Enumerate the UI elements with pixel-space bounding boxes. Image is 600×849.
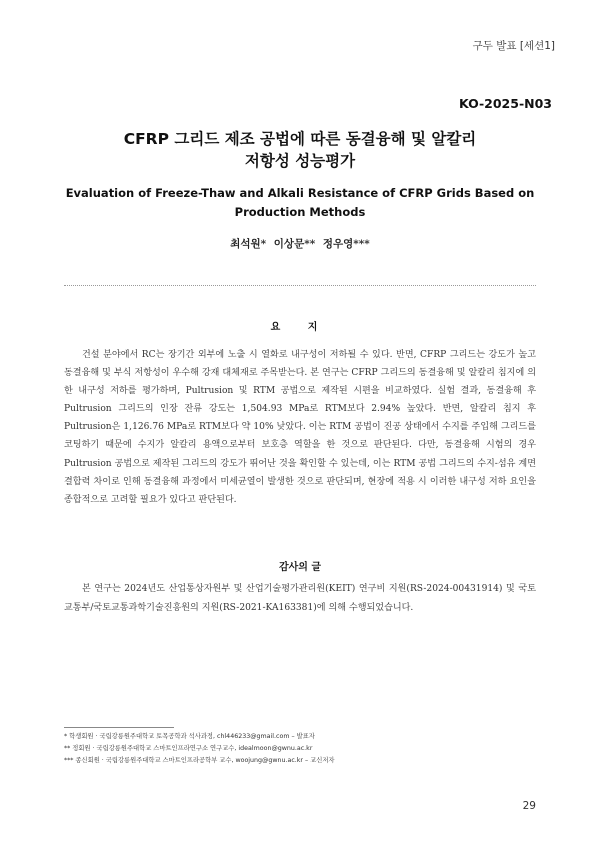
page-number: 29 <box>522 800 536 812</box>
footnote-1: * 학생회원 · 국립강릉원주대학교 토목공학과 석사과정, chl446233@gmail.com – 발표자 <box>64 733 315 740</box>
acknowledgement-heading: 감사의 글 <box>278 562 322 573</box>
footnote-3: *** 종신회원 · 국립강릉원주대학교 스마트인프라공학부 교수, woojung@gwnu.ac.kr – 교신저자 <box>64 757 335 765</box>
english-title <box>0 184 600 222</box>
abstract-heading: 요 지 <box>270 322 330 333</box>
paper-code: KO-2025-N03 <box>458 96 552 111</box>
korean-title-line-2: 저항성 성능평가 <box>244 152 356 170</box>
english-title-line-1: Evaluation of Freeze-Thaw and Alkali Resistance of CFRP Grids Based on <box>65 186 535 200</box>
title-divider <box>64 285 536 286</box>
session-label: 구두 발표 [세션1] <box>472 40 555 52</box>
abstract-body: 건설 분야에서 RC는 장기간 외부에 노출 시 열화로 내구성이 저하될 수 있다. 반면, CFRP 그리드는 강도가 높고 동결융해 및 부식 저항성이 우수해 강재 대체재로 주목받는다. 본 연구는 CFRP 그리드의 동결융해 및 알칼리 침지에 의한 내구성 저하를 평가하며, Pultrusion 및 RTM 공법으로 제작된 시편을 비교하였다. 실험 결과, 동결융해 후 Pultrusion 그리드의 인장 잔류 강도는 1,504.93 MPa로 RTM보다 2.94% 높았다. 반면, 알칼리 침지 후 Pultrusion은 1,126.76 MPa로 RTM보다 약 10% 낮았다. 이는 RTM 공법이 진공 상태에서 수지를 주입해 그리드를 코팅하기 때문에 수지가 알칼리 용액으로부터 보호층 역할을 한 것으로 판단된다. 다만, 동결융해 시험의 경우 Pultrusion 공법으로 제작된 그리드의 강도가 뛰어난 것을 확인할 수 있는데, 이는 RTM 공법 그리드의 수지-섬유 계면 결합력 차이로 인해 동결융해 과정에서 미세균열이 발생한 것으로 판단되며, 현장에 적용 시 이러한 내구성 저하 요인을 종합적으로 고려할 필요가 있다고 판단된다. <box>64 350 536 505</box>
authors: 최석원* 이상문** 정우영*** <box>230 238 370 250</box>
footnote-divider <box>64 727 174 728</box>
footnote-2: ** 정회원 · 국립강릉원주대학교 스마트인프라연구소 연구교수, idealmoon@gwnu.ac.kr <box>64 745 313 753</box>
acknowledgement-body: 본 연구는 2024년도 산업통상자원부 및 산업기술평가관리원(KEIT) 연구비 지원(RS-2024-00431914) 및 국토교통부/국토교통과학기술진흥원의 지원(RS-2021-KA163381)에 의해 수행되었습니다. <box>64 584 536 613</box>
footnotes <box>64 731 544 768</box>
korean-title-line-1: CFRP 그리드 제조 공법에 따른 동결융해 및 알칼리 <box>123 130 477 148</box>
english-title-line-2: Production Methods <box>234 205 366 219</box>
korean-title <box>0 128 600 172</box>
